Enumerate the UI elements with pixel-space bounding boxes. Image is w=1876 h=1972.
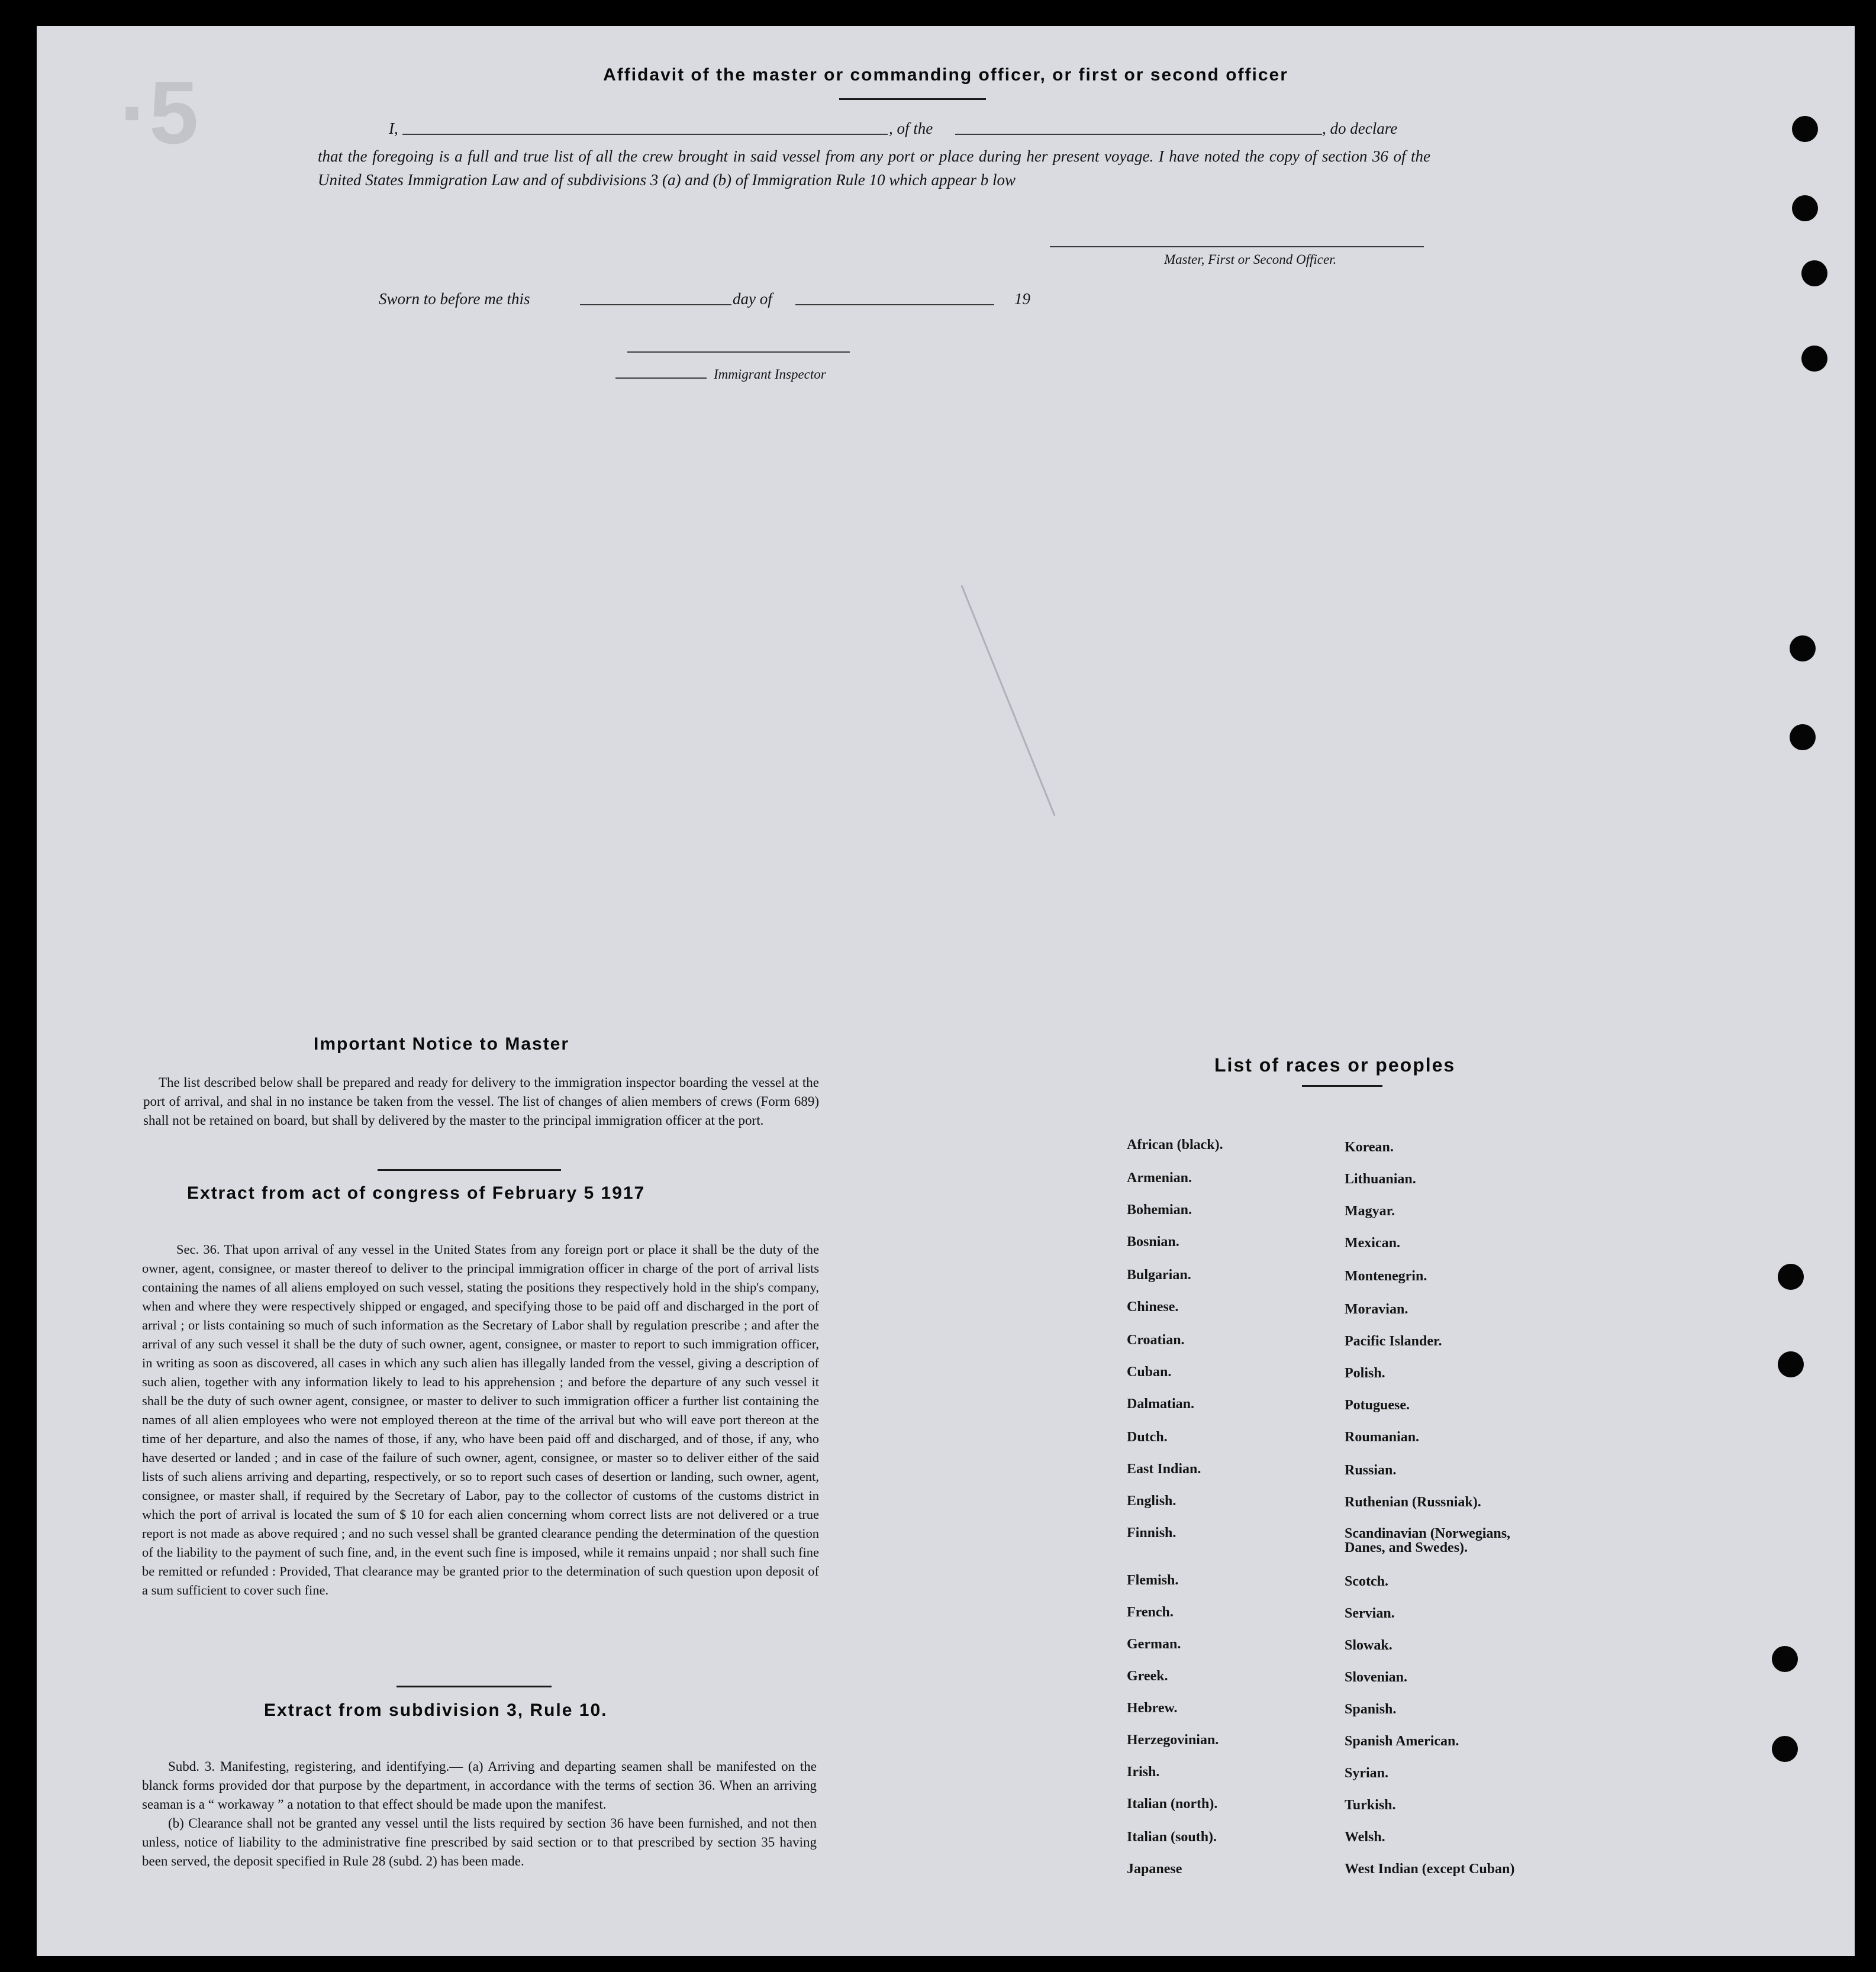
binder-hole (1801, 260, 1827, 286)
race-right-3: Magyar. (1345, 1203, 1395, 1219)
race-right-6: Moravian. (1345, 1302, 1408, 1317)
race-left-21: Italian (north). (1127, 1796, 1218, 1812)
race-right-10: Roumanian. (1345, 1429, 1420, 1445)
race-right-21: Turkish. (1345, 1797, 1396, 1813)
sworn-day-of: day of (733, 290, 772, 308)
race-left-13: Finnish. (1127, 1525, 1176, 1541)
race-left-14: Flemish. (1127, 1573, 1179, 1588)
document-page (37, 26, 1855, 1956)
race-left-5: Bulgarian. (1127, 1267, 1191, 1283)
inspector-line-top (627, 351, 850, 353)
notice-rule (378, 1169, 561, 1171)
affidavit-body-text: that the foregoing is a full and true list of all the crew brought in said vessel from any port or place during her present voyage. I have noted the copy of section 36 of the United States Immigration Law and of subdivisions 3 (a) and (b) of Immigration Rule 10 which appear b low (318, 147, 1430, 189)
notice-body-text: The list described below shall be prepared and ready for delivery to the immigration inspector boarding the vessel at the port of arrival, and shal in no instance be taken from the vessel. The list of changes of alien members of crews (Form 689) shall not be retained on board, but shall by delivered by the master to the principal immigration officer at the port. (143, 1075, 819, 1128)
race-left-20: Irish. (1127, 1764, 1160, 1780)
race-left-22: Italian (south). (1127, 1829, 1217, 1845)
race-left-18: Hebrew. (1127, 1700, 1178, 1716)
sworn-month-blank (795, 304, 994, 305)
race-right-9: Potuguese. (1345, 1397, 1410, 1413)
extract-act-text: Sec. 36. That upon arrival of any vessel in the United States from any foreign port or place it shall be the duty of the owner, agent, consignee, or master thereof to deliver to the principal immigration officer in charge of the port of arrival lists containing the names of all aliens employed on such vessel, stating the positions they respectively hold in the ship's company, when and where they were respectively shipped or engaged, and specifying those to be paid off and discharged in the port of arrival ; or lists containing so much of such information as the Secretary of Labor shall by regulation prescribe ; and after the arrival of any such vessel it shall be the duty of such owner, agent, consignee, or master to report to such immigration officer, in writing as soon as discovered, all cases in which any such alien has illegally landed from the vessel, giving a description of such alien, together with any information likely to lead to his apprehension ; and before the departure of any such vessel it shall be the duty of such owner agent, consignee, or master to deliver to such immigration officer a further list containing the names of all alien employees who were not employed thereon at the time of the arrival but who will eave port thereon at the time of her departure, and also the names of those, if any, who have been paid off and discharged, and of those, if any, who have deserted or landed ; and in case of the failure of such owner, agent, consignee, or master so to deliver either of the said lists of such aliens arriving and departing, respectively, or so to report such cases of desertion or landing, such owner, agent, consignee, or master shall, if required by the Secretary of Labor, pay to the collector of customs of the customs district in which the port of arrival is located the sum of $ 10 for each alien concerning whom correct lists are not delivered or a true report is not made as above required ; and no such vessel shall be granted clearance pending the determination of the question of the liability to the payment of such fine, and, in the event such fine is imposed, while it remains unpaid ; nor shall such fine be remitted or refunded : Provided, That clearance may be granted prior to the determination of such question upon deposit of a sum sufficient to cover such fine. (142, 1242, 819, 1597)
inspector-line (615, 377, 707, 379)
extract-act-body (142, 1240, 819, 1600)
race-right-14: Scotch. (1345, 1574, 1388, 1589)
notice-title: Important Notice to Master (314, 1034, 570, 1054)
race-right-11: Russian. (1345, 1463, 1397, 1478)
race-left-19: Herzegovinian. (1127, 1732, 1219, 1748)
binder-hole (1801, 346, 1827, 372)
race-left-12: English. (1127, 1493, 1176, 1509)
extract-rule-para-a: Subd. 3. Manifesting, registering, and identifying.— (a) Arriving and departing seamen shall be manifested on the blanck forms provided dor that purpose by the department, in accordance with the terms of section 36. When an arriving seaman is a “ workaway ” a notation to that effect should be made upon the manifest. (142, 1759, 817, 1812)
race-left-11: East Indian. (1127, 1461, 1201, 1477)
race-right-15: Servian. (1345, 1606, 1395, 1621)
extract-rule-title: Extract from subdivision 3, Rule 10. (264, 1700, 608, 1720)
race-right-16: Slowak. (1345, 1638, 1393, 1653)
races-title: List of races or peoples (1214, 1054, 1456, 1076)
binder-hole (1772, 1736, 1798, 1762)
race-right-1: Korean. (1345, 1140, 1394, 1155)
affidavit-title: Affidavit of the master or commanding officer, or first or second officer (603, 65, 1288, 85)
binder-hole (1790, 724, 1816, 750)
race-right-20: Syrian. (1345, 1766, 1389, 1781)
extract-rule-body (142, 1757, 817, 1871)
race-right-12: Ruthenian (Russniak). (1345, 1495, 1481, 1510)
affidavit-i-label: I, (389, 120, 398, 137)
race-right-7: Pacific Islander. (1345, 1334, 1442, 1349)
sworn-prefix: Sworn to before me this (379, 290, 530, 308)
race-left-7: Croatian. (1127, 1332, 1185, 1348)
race-right-4: Mexican. (1345, 1235, 1400, 1251)
extract-act-title: Extract from act of congress of February 5 1917 (187, 1183, 646, 1203)
race-left-3: Bohemian. (1127, 1202, 1192, 1218)
binder-hole (1790, 635, 1816, 661)
race-left-2: Armenian. (1127, 1170, 1192, 1186)
extract-act-rule (397, 1686, 552, 1687)
race-left-4: Bosnian. (1127, 1234, 1179, 1250)
signature-line (1050, 246, 1424, 247)
race-right-13: Scandinavian (Norwegians, Danes, and Swedes). (1345, 1526, 1511, 1555)
signature-label: Master, First or Second Officer. (1164, 252, 1337, 267)
sworn-day-blank (580, 304, 731, 305)
affidavit-body (318, 144, 1430, 192)
race-left-23: Japanese (1127, 1861, 1182, 1877)
binder-hole (1792, 116, 1818, 142)
race-right-22: Welsh. (1345, 1829, 1385, 1845)
name-blank (402, 134, 888, 135)
race-left-10: Dutch. (1127, 1429, 1168, 1445)
sworn-year: 19 (1014, 290, 1030, 308)
race-left-17: Greek. (1127, 1668, 1168, 1684)
binder-hole (1778, 1264, 1804, 1290)
races-title-rule (1302, 1085, 1382, 1087)
race-left-1: African (black). (1127, 1137, 1223, 1153)
faint-stamp-mark: ·5 (120, 63, 199, 162)
race-left-15: French. (1127, 1605, 1174, 1620)
affidavit-of-the-label: , of the (889, 120, 933, 137)
paper-scratch (960, 585, 1055, 816)
binder-hole (1792, 195, 1818, 221)
vessel-blank (955, 134, 1322, 135)
affidavit-declare-label: , do declare (1322, 120, 1398, 137)
binder-hole (1778, 1351, 1804, 1377)
extract-rule-para-b: (b) Clearance shall not be granted any vessel until the lists required by section 36 have been furnished, and not then unless, notice of liability to the administrative fine prescribed by said section or to that prescribed by section 35 having been served, the deposit specified in Rule 28 (subd. 2) has been made. (142, 1816, 817, 1868)
binder-hole (1772, 1646, 1798, 1672)
race-left-6: Chinese. (1127, 1299, 1179, 1315)
race-right-5: Montenegrin. (1345, 1269, 1427, 1284)
race-right-8: Polish. (1345, 1366, 1385, 1381)
race-right-17: Slovenian. (1345, 1670, 1408, 1685)
affidavit-title-rule (839, 98, 986, 100)
race-right-18: Spanish. (1345, 1702, 1397, 1717)
inspector-label: Immigrant Inspector (714, 367, 826, 382)
race-left-16: German. (1127, 1637, 1181, 1652)
race-right-2: Lithuanian. (1345, 1171, 1416, 1187)
race-left-9: Dalmatian. (1127, 1396, 1194, 1412)
race-right-19: Spanish American. (1345, 1734, 1459, 1749)
race-right-23: West Indian (except Cuban) (1345, 1861, 1515, 1877)
notice-body (143, 1073, 819, 1130)
race-left-8: Cuban. (1127, 1364, 1172, 1380)
